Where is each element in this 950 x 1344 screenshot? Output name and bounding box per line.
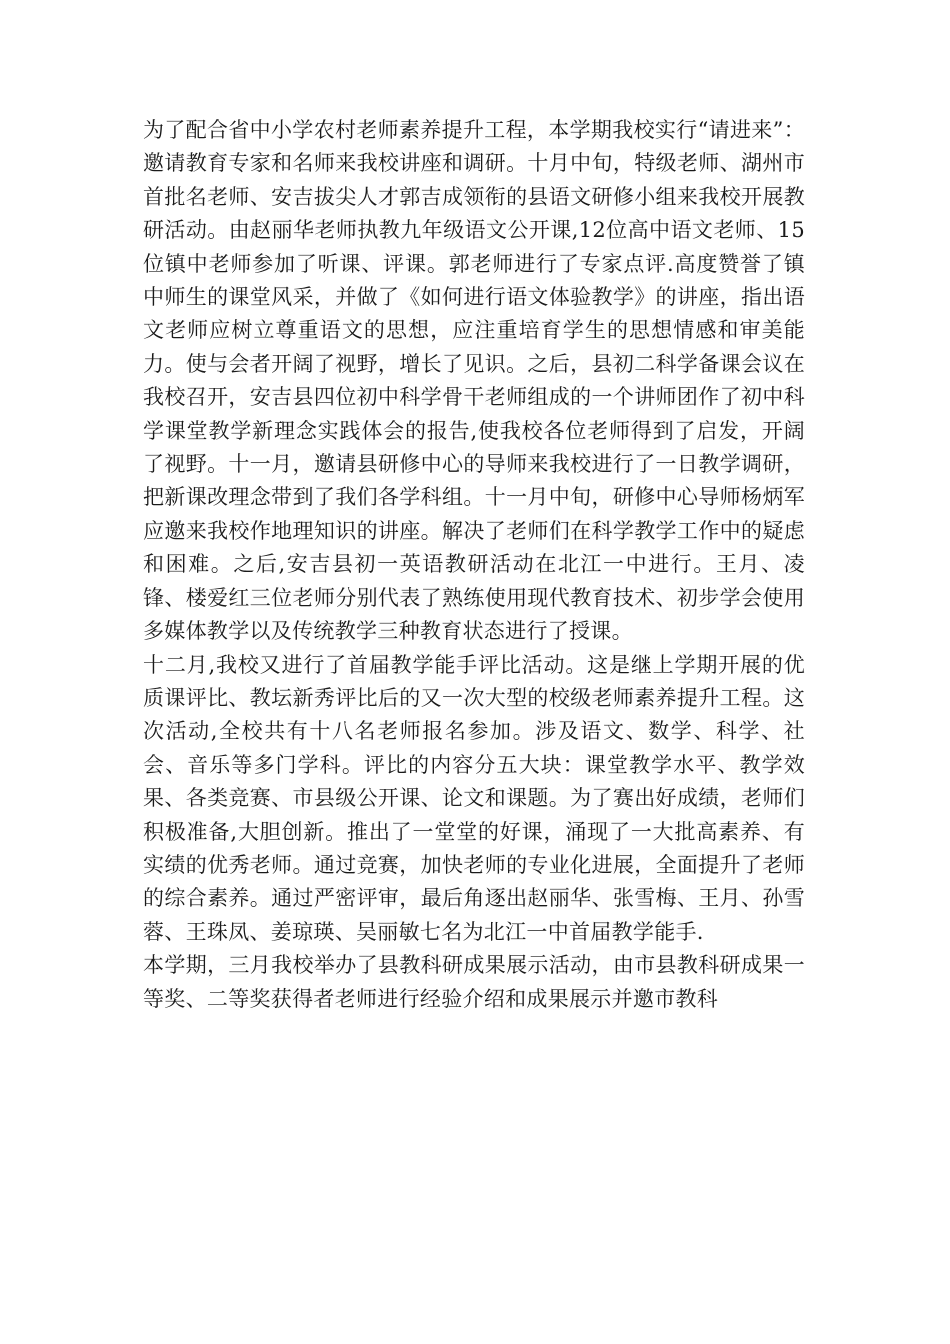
paragraph-research-showcase: 本学期，三月我校举办了县教科研成果展示活动，由市县教科研成果一等奖、二等奖获得者老师进行经验介绍和成果展示并邀市教科 [143,953,805,1011]
paragraph-outreach-activities: 为了配合省中小学农村老师素养提升工程，本学期我校实行“请进来”：邀请教育专家和名师来我校讲座和调研。十月中旬，特级老师、湖州市首批名老师、安吉拔尖人才郭吉成领衔的县语文研修小组来我校开展教研活动。由赵丽华老师执教九年级语文公开课,12位高中语文老师、15位镇中老师参加了听课、评课。郭老师进行了专家点评.高度赞誉了镇中师生的课堂风采，并做了《如何进行语文体验教学》的讲座，指出语文老师应树立尊重语文的思想，应注重培育学生的思想情感和审美能力。使与会者开阔了视野，增长了见识。之后，县初二科学备课会议在我校召开，安吉县四位初中科学骨干老师组成的一个讲师团作了初中科学课堂教学新理念实践体会的报告,使我校各位老师得到了启发，开阔了视野。十一月，邀请县研修中心的导师来我校进行了一日教学调研，把新课改理念带到了我们各学科组。十一月中旬，研修中心导师杨炳军应邀来我校作地理知识的讲座。解决了老师们在科学教学工作中的疑虑和困难。之后,安吉县初一英语教研活动在北江一中进行。王月、凌锋、楼爱红三位老师分别代表了熟练使用现代教育技术、初步学会使用多媒体教学以及传统教学三种教育状态进行了授课。 [143,118,805,644]
paragraph-teaching-competition: 十二月,我校又进行了首届教学能手评比活动。这是继上学期开展的优质课评比、教坛新秀评比后的又一次大型的校级老师素养提升工程。这次活动,全校共有十八名老师报名参加。涉及语文、数学、科学、社会、音乐等多门学科。评比的内容分五大块：课堂教学水平、教学效果、各类竞赛、市县级公开课、论文和课题。为了赛出好成绩，老师们积极准备,大胆创新。推出了一堂堂的好课，涌现了一大批高素养、有实绩的优秀老师。通过竞赛，加快老师的专业化进展，全面提升了老师的综合素养。通过严密评审，最后角逐出赵丽华、张雪梅、王月、孙雪蓉、王珠凤、姜琼瑛、吴丽敏七名为北江一中首届教学能手. [143,652,805,944]
document-page [143,114,805,1016]
